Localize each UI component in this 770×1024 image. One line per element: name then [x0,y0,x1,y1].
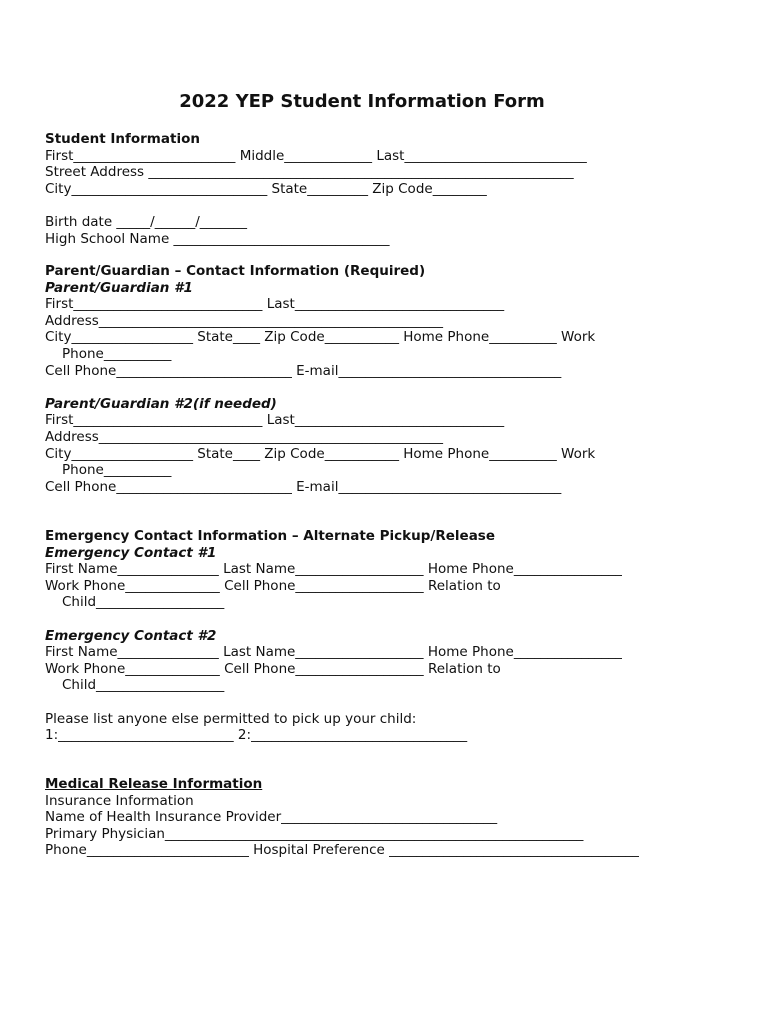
student-heading: Student Information [45,131,200,147]
primary-physician-line[interactable]: Primary Physician______________________________________________________________ [45,825,584,842]
spacer [45,379,705,396]
guardian1-subheading: Parent/Guardian #1 [45,279,193,296]
insurance-label: Insurance Information [45,792,194,809]
emergency2-subheading: Emergency Contact #2 [45,627,217,644]
guardian-heading: Parent/Guardian – Contact Information (Required) [45,263,426,279]
phone-hospital-line[interactable]: Phone________________________ Hospital Preference _____________________________________ [45,842,639,859]
spacer [45,611,705,628]
student-name-line[interactable]: First________________________ Middle_____________ Last___________________________ [45,147,587,164]
student-section [45,131,705,247]
guardian2-cell-email-line[interactable]: Cell Phone__________________________ E-mail_________________________________ [45,478,562,495]
guardian2-work-phone-line[interactable]: Phone__________ [62,462,172,479]
emergency1-relation-line[interactable]: Child___________________ [62,594,225,611]
emergency-heading: Emergency Contact Information – Alternate Pickup/Release [45,528,495,544]
emergency2-phone-line[interactable]: Work Phone______________ Cell Phone___________________ Relation to [45,660,501,677]
emergency2-relation-line[interactable]: Child___________________ [62,677,225,694]
pickup-names-line[interactable]: 1:__________________________ 2:________________________________ [45,727,468,744]
guardian2-name-line[interactable]: First____________________________ Last_______________________________ [45,412,505,429]
guardian-section [45,263,705,495]
guardian1-work-phone-line[interactable]: Phone__________ [62,345,172,362]
emergency1-name-line[interactable]: First Name_______________ Last Name___________________ Home Phone________________ [45,561,622,578]
guardian2-address-line[interactable]: Address___________________________________________________ [45,428,444,445]
emergency2-name-line[interactable]: First Name_______________ Last Name___________________ Home Phone________________ [45,644,622,661]
pickup-prompt: Please list anyone else permitted to pick up your child: [45,710,417,727]
medical-heading: Medical Release Information [45,776,263,792]
spacer [45,694,705,711]
form-title: 2022 YEP Student Information Form [179,91,545,112]
guardian1-city-line[interactable]: City__________________ State____ Zip Code___________ Home Phone__________ Work [45,329,596,346]
medical-section [45,776,705,859]
student-birth-line[interactable]: Birth date _____/______/_______ [45,213,248,230]
emergency1-phone-line[interactable]: Work Phone______________ Cell Phone___________________ Relation to [45,577,501,594]
student-school-line[interactable]: High School Name ________________________________ [45,230,390,247]
guardian2-city-line[interactable]: City__________________ State____ Zip Code___________ Home Phone__________ Work [45,445,596,462]
emergency-section [45,528,705,744]
emergency1-subheading: Emergency Contact #1 [45,544,217,561]
spacer [45,197,705,214]
guardian1-name-line[interactable]: First____________________________ Last_______________________________ [45,296,505,313]
guardian1-address-line[interactable]: Address___________________________________________________ [45,312,444,329]
guardian1-cell-email-line[interactable]: Cell Phone__________________________ E-mail_________________________________ [45,362,562,379]
student-city-line[interactable]: City_____________________________ State_________ Zip Code________ [45,180,487,197]
insurance-provider-line[interactable]: Name of Health Insurance Provider________________________________ [45,809,498,826]
guardian2-subheading: Parent/Guardian #2(if needed) [45,395,277,412]
student-street-line[interactable]: Street Address _______________________________________________________________ [45,164,574,181]
